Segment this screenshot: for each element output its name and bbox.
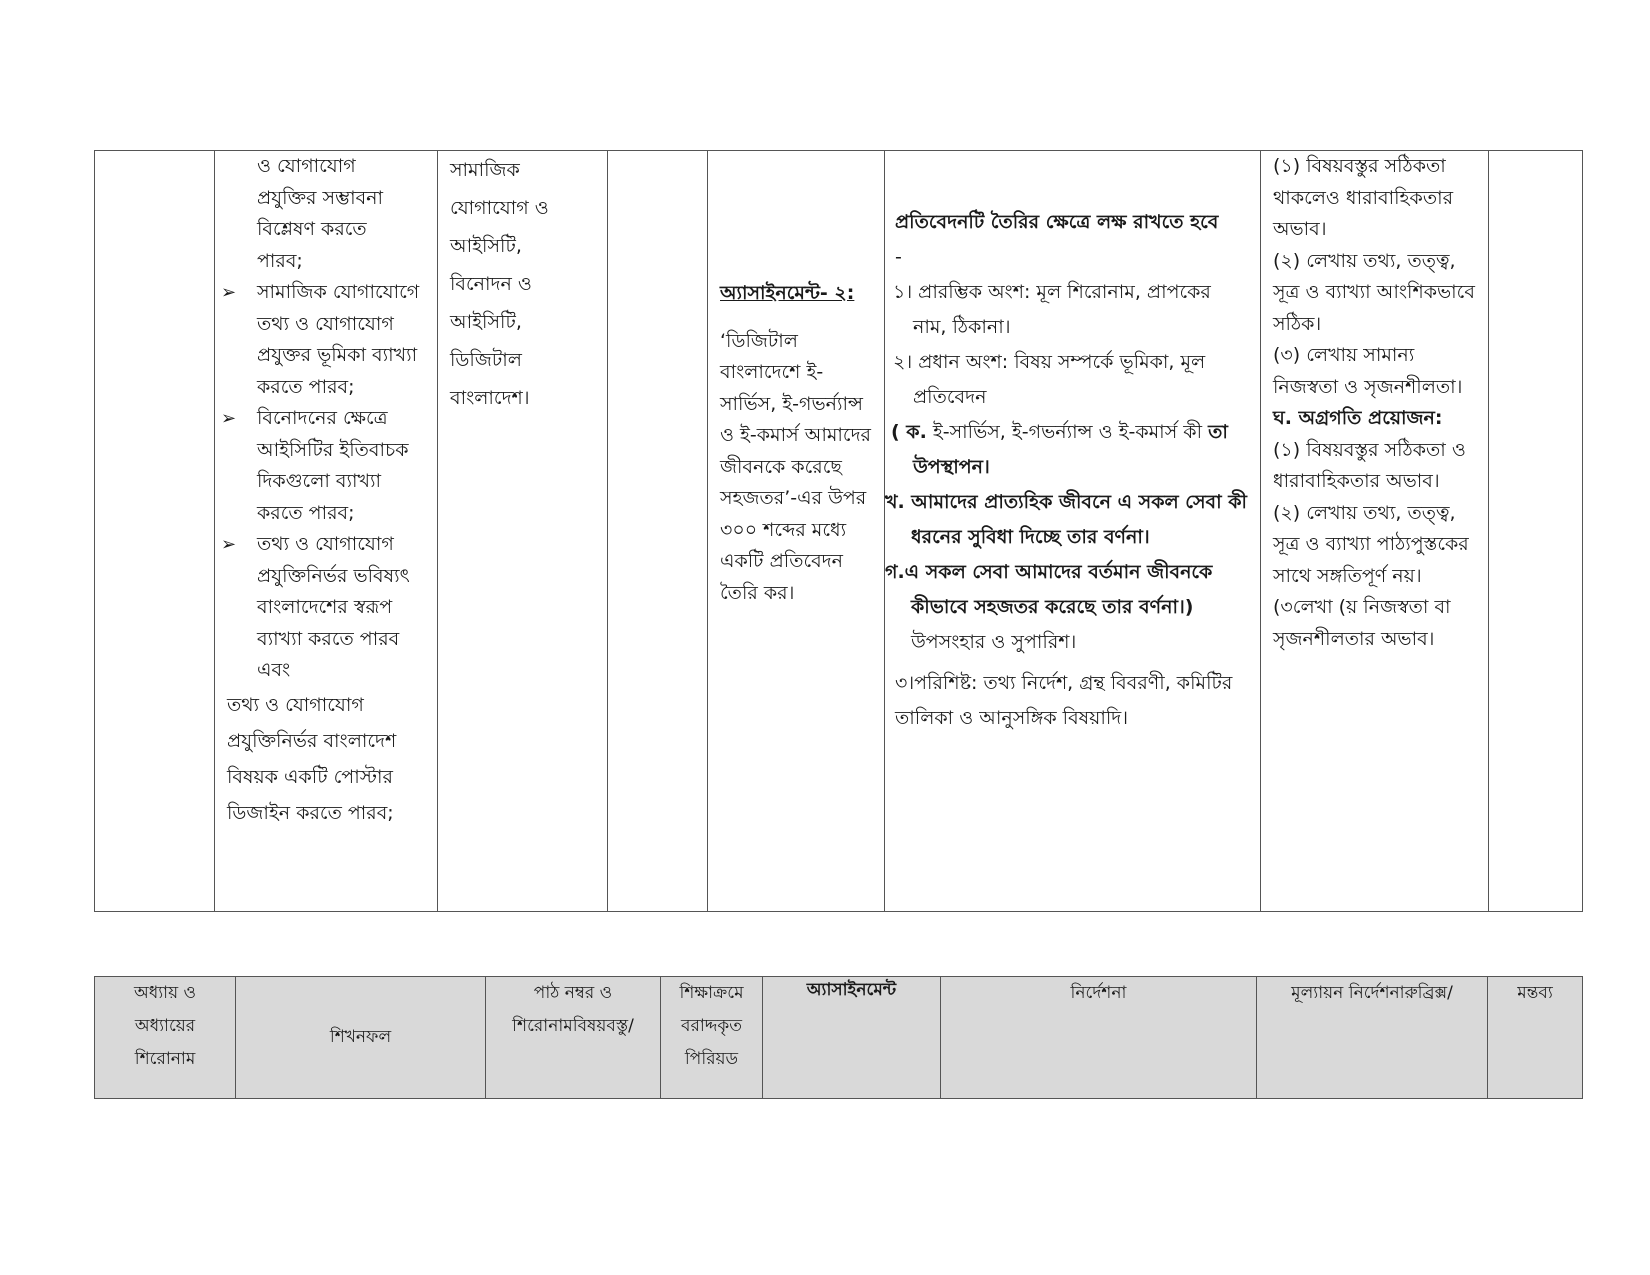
lesson-plan-header-table — [94, 976, 1583, 1099]
outcome-text: তথ্য ও যোগাযোগ প্রযুক্তিনির্ভর ভবিষ্যৎ বাংলাদেশের স্বরূপ ব্যাখ্যা করতে পারব এবং — [257, 533, 410, 681]
outcome-intro-line: প্রযুক্তির সম্ভাবনা — [257, 186, 384, 209]
header-text: অ্যাসাইনমেন্ট — [806, 980, 897, 1000]
assignment-title: অ্যাসাইনমেন্ট- ২: — [720, 282, 855, 304]
outcome-item — [215, 403, 429, 529]
instructions-dash: - — [895, 246, 902, 268]
outcome-closing: তথ্য ও যোগাযোগ প্রযুক্তিনির্ভর বাংলাদেশ বিষয়ক একটি পোস্টার ডিজাইন করতে পারব; — [227, 693, 397, 824]
instruction-appendix: ৩।পরিশিষ্ট: তথ্য নির্দেশ, গ্রন্থ বিবরণী, কমিটির তালিকা ও আনুসঙ্গিক বিষয়াদি। — [895, 672, 1233, 729]
remarks-cell — [1489, 151, 1583, 912]
outcome-intro-line: ও যোগাযোগ — [257, 155, 356, 177]
assignment-cell — [708, 151, 885, 912]
outcome-item — [215, 529, 429, 687]
header-text: পাঠ নম্বর ও শিরোনামবিষয়বস্তু/ — [512, 983, 634, 1036]
instruction-ga: গ.এ সকল সেবা আমাদের বর্তমান জীবনকে কীভাবে সহজতর করেছে তার বর্ণনা।) — [885, 561, 1213, 618]
instruction-ka-label: ( ক. — [891, 421, 927, 443]
header-text: শিক্ষাক্রমে বরাদ্দকৃত পিরিয়ড — [679, 983, 744, 1069]
instruction-ka — [885, 415, 1250, 485]
header-text: অধ্যায় ও অধ্যায়ের শিরোনাম — [133, 983, 197, 1069]
rubric-cell — [1261, 151, 1489, 912]
assignment-text: ‘ডিজিটাল বাংলাদেশে ই-সার্ভিস, ই-গভর্ন্যান্স ও ই-কমার্স আমাদের জীবনকে করেছে সহজতর’-এর উপর ৩০০ শব্দের মধ্যে একটি প্রতিবেদন তৈরি কর। — [720, 329, 871, 604]
header-learning-outcomes — [236, 977, 486, 1099]
instructions-cell — [885, 151, 1261, 912]
instructions-heading: প্রতিবেদনটি তৈরির ক্ষেত্রে লক্ষ রাখতে হবে — [895, 211, 1219, 233]
learning-outcomes-cell — [215, 151, 438, 912]
instruction-kha: খ. আমাদের প্রাত্যহিক জীবনে এ সকল সেবা কী ধরনের সুবিধা দিচ্ছে তার বর্ণনা। — [885, 491, 1247, 548]
rubric-item: (২) লেখায় তথ্য, তত্ত্ব, সূত্র ও ব্যাখ্যা আংশিকভাবে সঠিক। — [1273, 249, 1475, 335]
header-text: শিখনফল — [329, 1027, 392, 1047]
header-text: মন্তব্য — [1517, 983, 1553, 1003]
instruction-main-part: ২। প্রধান অংশ: বিষয় সম্পর্কে ভূমিকা, মূল প্রতিবেদন — [893, 351, 1206, 408]
rubric-item: (৩) লেখায় সামান্য নিজস্বতা ও সৃজনশীলতা। — [1273, 344, 1463, 398]
outcome-intro-line: পারব; — [257, 249, 303, 272]
instruction-intro-part: ১। প্রারম্ভিক অংশ: মূল শিরোনাম, প্রাপকের নাম, ঠিকানা। — [893, 281, 1211, 338]
header-text: মূল্যায়ন নির্দেশনারুব্রিক্স/ — [1291, 983, 1453, 1003]
rubric-item: (৩লেখা (য় নিজস্বতা বা সৃজনশীলতার অভাব। — [1273, 596, 1451, 650]
lesson-plan-table — [94, 150, 1583, 912]
header-assignment — [763, 977, 941, 1099]
outcome-item — [215, 277, 429, 403]
instruction-conclusion: উপসংহার ও সুপারিশ। — [911, 631, 1077, 653]
content-text: সামাজিক যোগাযোগ ও আইসিটি, বিনোদন ও আইসিটি, ডিজিটাল বাংলাদেশ। — [450, 159, 549, 409]
outcome-text: বিনোদনের ক্ষেত্রে আইসিটির ইতিবাচক দিকগুলো ব্যাখ্যা করতে পারব; — [257, 407, 409, 524]
header-allocated-period — [661, 977, 763, 1099]
header-chapter — [95, 977, 236, 1099]
content-cell — [438, 151, 608, 912]
header-instructions — [941, 977, 1257, 1099]
period-cell — [608, 151, 708, 912]
rubric-item: (২) লেখায় তথ্য, তত্ত্ব, সূত্র ও ব্যাখ্যা পাঠ্যপুস্তকের সাথে সঙ্গতিপূর্ণ নয়। — [1273, 501, 1469, 587]
header-rubric — [1257, 977, 1488, 1099]
header-remarks — [1488, 977, 1583, 1099]
rubric-item: (১) বিষয়বস্তুর সঠিকতা থাকলেও ধারাবাহিকতার অভাব। — [1273, 155, 1454, 240]
instruction-ka-bold: তা উপস্থাপন। — [913, 421, 1228, 478]
header-text: নির্দেশনা — [1070, 983, 1127, 1003]
rubric-needs-improvement-heading: ঘ. অগ্রগতি প্রয়োজন: — [1273, 407, 1443, 429]
outcome-intro — [215, 151, 429, 277]
header-lesson-number — [486, 977, 661, 1099]
instruction-ka-text: ই-সার্ভিস, ই-গভর্ন্যান্স ও ই-কমার্স কী — [932, 421, 1203, 443]
outcome-text: সামাজিক যোগাযোগে তথ্য ও যোগাযোগ প্রযুক্তর ভূমিকা ব্যাখ্যা করতে পারব; — [257, 281, 420, 398]
chapter-cell — [95, 151, 215, 912]
rubric-item: (১) বিষয়বস্তুর সঠিকতা ও ধারাবাহিকতার অভাব। — [1273, 438, 1466, 492]
outcome-intro-line: বিশ্লেষণ করতে — [257, 218, 367, 240]
